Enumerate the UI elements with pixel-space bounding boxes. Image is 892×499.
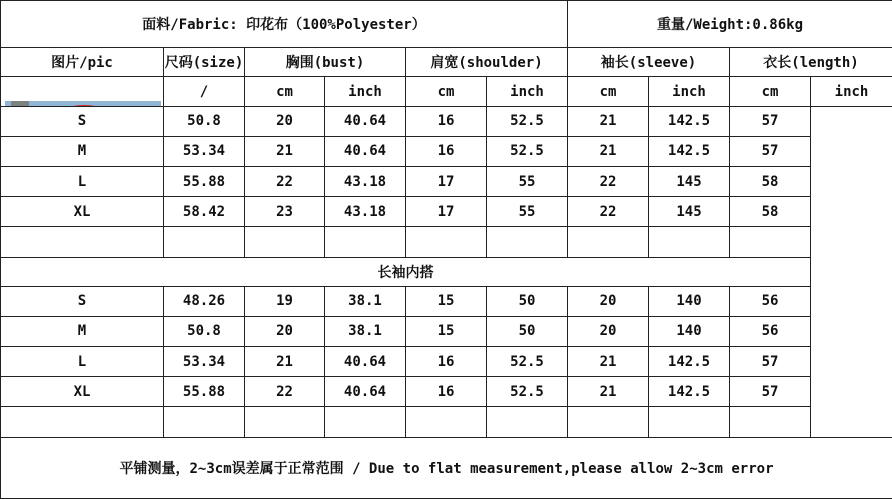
value-cell: 52.5 [487, 377, 568, 407]
size-cell: S [1, 106, 164, 136]
value-cell: 145 [649, 166, 730, 196]
value-cell: 56 [730, 286, 811, 316]
value-cell: 20 [245, 106, 325, 136]
value-cell: 55.88 [164, 377, 245, 407]
unit-cm: cm [568, 77, 649, 106]
measurement-note: 平铺测量，2~3cm误差属于正常范围 / Due to flat measurement,please allow 2~3cm error [1, 437, 892, 498]
size-cell: M [1, 316, 164, 346]
value-cell: 142.5 [649, 136, 730, 166]
value-cell: 22 [568, 197, 649, 227]
value-cell: 140 [649, 316, 730, 346]
value-cell: 55 [487, 166, 568, 196]
table-row [1, 166, 892, 196]
value-cell: 21 [245, 347, 325, 377]
value-cell: 55 [487, 197, 568, 227]
value-cell: 52.5 [487, 347, 568, 377]
value-cell: 23 [245, 197, 325, 227]
value-cell: 21 [568, 347, 649, 377]
unit-inch: inch [811, 77, 892, 106]
shoulder-header: 肩宽(shoulder) [406, 48, 568, 77]
value-cell: 21 [568, 136, 649, 166]
length-header: 衣长(length) [730, 48, 892, 77]
product-photo [5, 101, 161, 106]
value-cell: 16 [406, 136, 487, 166]
value-cell: 16 [406, 106, 487, 136]
pic-header: 图片/pic [1, 48, 164, 77]
table-row [1, 286, 892, 316]
value-cell: 43.18 [325, 197, 406, 227]
value-cell: 58 [730, 166, 811, 196]
value-cell: 15 [406, 286, 487, 316]
unit-cm: cm [245, 77, 325, 106]
value-cell: 22 [245, 377, 325, 407]
weight-info: 重量/Weight:0.86kg [568, 1, 892, 48]
value-cell: 40.64 [325, 347, 406, 377]
value-cell: 140 [649, 286, 730, 316]
value-cell: 53.34 [164, 347, 245, 377]
value-cell: 145 [649, 197, 730, 227]
value-cell: 21 [245, 136, 325, 166]
bust-header: 胸围(bust) [245, 48, 406, 77]
size-cell: XL [1, 377, 164, 407]
value-cell: 55.88 [164, 166, 245, 196]
section2-title: 长袖内搭 [1, 257, 811, 286]
value-cell: 43.18 [325, 166, 406, 196]
table-row [1, 106, 892, 136]
value-cell: 57 [730, 377, 811, 407]
value-cell: 20 [568, 286, 649, 316]
value-cell: 57 [730, 106, 811, 136]
value-cell: 21 [568, 377, 649, 407]
size-cell: S [1, 286, 164, 316]
value-cell: 142.5 [649, 106, 730, 136]
value-cell: 58.42 [164, 197, 245, 227]
value-cell: 50 [487, 286, 568, 316]
value-cell: 52.5 [487, 136, 568, 166]
table-row [1, 377, 892, 407]
unit-inch: inch [487, 77, 568, 106]
value-cell: 22 [568, 166, 649, 196]
value-cell: 17 [406, 166, 487, 196]
table-row [1, 197, 892, 227]
value-cell: 40.64 [325, 106, 406, 136]
size-cell: M [1, 136, 164, 166]
size-header: 尺码(size) [164, 48, 245, 77]
value-cell: 50.8 [164, 106, 245, 136]
size-cell: L [1, 347, 164, 377]
unit-inch: inch [649, 77, 730, 106]
unit-cm: cm [730, 77, 811, 106]
value-cell: 22 [245, 166, 325, 196]
value-cell: 57 [730, 347, 811, 377]
size-cell: XL [1, 197, 164, 227]
value-cell: 57 [730, 136, 811, 166]
value-cell: 53.34 [164, 136, 245, 166]
value-cell: 17 [406, 197, 487, 227]
value-cell: 19 [245, 286, 325, 316]
value-cell: 16 [406, 347, 487, 377]
value-cell: 15 [406, 316, 487, 346]
fabric-info: 面料/Fabric: 印花布（100%Polyester） [1, 1, 568, 48]
table-row [1, 136, 892, 166]
value-cell: 21 [568, 106, 649, 136]
value-cell: 142.5 [649, 377, 730, 407]
unit-inch: inch [325, 77, 406, 106]
value-cell: 20 [245, 316, 325, 346]
value-cell: 52.5 [487, 106, 568, 136]
size-cell: L [1, 166, 164, 196]
table-row [1, 347, 892, 377]
sleeve-header: 袖长(sleeve) [568, 48, 730, 77]
value-cell: 142.5 [649, 347, 730, 377]
value-cell: 20 [568, 316, 649, 346]
value-cell: 50.8 [164, 316, 245, 346]
value-cell: 16 [406, 377, 487, 407]
unit-size: / [164, 77, 245, 106]
value-cell: 40.64 [325, 377, 406, 407]
value-cell: 50 [487, 316, 568, 346]
value-cell: 38.1 [325, 316, 406, 346]
unit-cm: cm [406, 77, 487, 106]
value-cell: 38.1 [325, 286, 406, 316]
table-row [1, 316, 892, 346]
value-cell: 40.64 [325, 136, 406, 166]
value-cell: 56 [730, 316, 811, 346]
value-cell: 48.26 [164, 286, 245, 316]
product-photo-cell [1, 77, 164, 106]
value-cell: 58 [730, 197, 811, 227]
